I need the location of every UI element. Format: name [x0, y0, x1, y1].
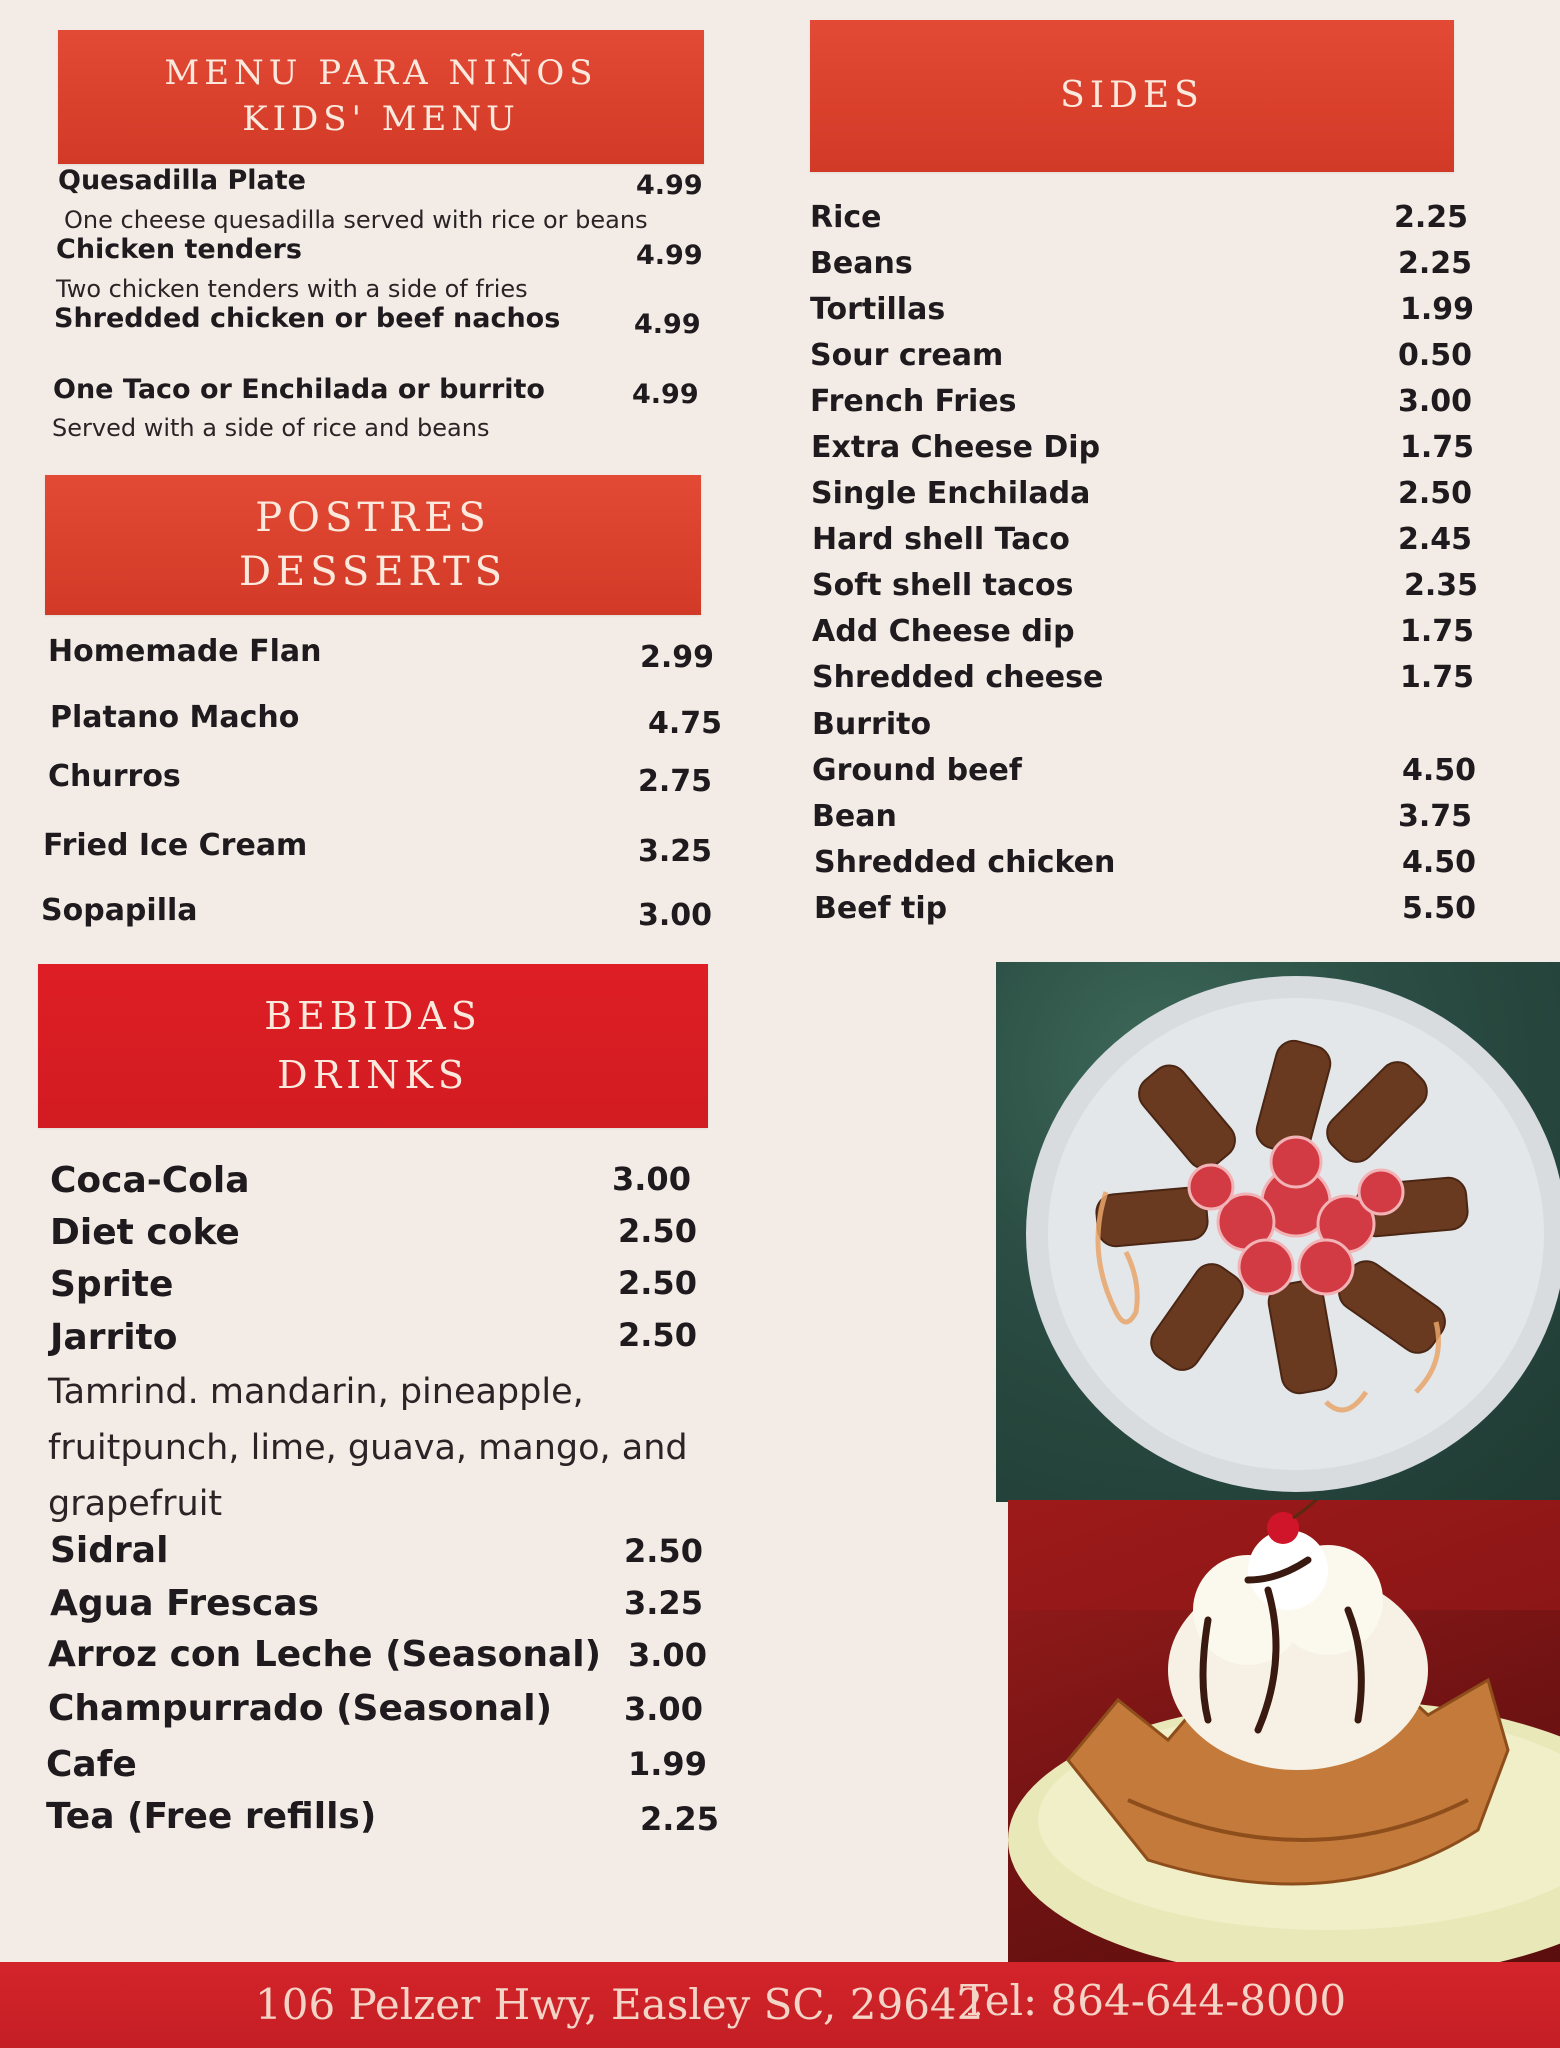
jarrito-flavors: Tamrind. mandarin, pineapple, fruitpunch, lime, guava, mango, and grapefruit [48, 1372, 688, 1524]
dessert-item-price: 2.75 [638, 764, 713, 799]
drink-item-price: 3.25 [624, 1584, 703, 1622]
drink-item-name: Diet coke [50, 1212, 240, 1253]
kids-menu-heading-en: KIDS' MENU [242, 99, 520, 139]
platano-macho-photo [996, 962, 1560, 1502]
side-item-price: 2.45 [1398, 522, 1473, 557]
drinks-heading-es: BEBIDAS [264, 993, 482, 1038]
side-item-name: Beans [810, 246, 913, 281]
kids-menu-banner [58, 30, 704, 164]
drink-item-name: Champurrado (Seasonal) [48, 1688, 553, 1729]
side-item-price: 2.25 [1398, 246, 1473, 281]
side-item-name: Hard shell Taco [812, 522, 1070, 557]
drink-item-name: Tea (Free refills) [46, 1796, 377, 1837]
drink-item-name: Arroz con Leche (Seasonal) [48, 1634, 602, 1675]
side-item-price: 2.25 [1394, 200, 1469, 235]
sides-heading: SIDES [1060, 74, 1204, 116]
side-item-name: Add Cheese dip [812, 614, 1075, 649]
side-item-price: 2.50 [1398, 476, 1473, 511]
fried-ice-cream-illustration [1008, 1500, 1560, 1970]
drink-item-price: 2.50 [618, 1212, 697, 1250]
side-item-name: Soft shell tacos [812, 568, 1074, 603]
drink-item-name: Jarrito [50, 1317, 178, 1358]
drinks-heading-en: DRINKS [277, 1053, 469, 1097]
dessert-item-name: Sopapilla [41, 893, 198, 928]
footer-address: 106 Pelzer Hwy, Easley SC, 29642 [255, 1980, 984, 2029]
kids-item-name: Quesadilla Plate [58, 165, 306, 196]
side-item-price: 1.75 [1400, 430, 1475, 465]
side-item-name: Ground beef [812, 753, 1022, 788]
drink-item-price: 3.00 [612, 1160, 691, 1198]
kids-item-desc: Two chicken tenders with a side of fries [56, 275, 528, 303]
side-item-price: 1.75 [1400, 660, 1475, 695]
kids-item-name: Chicken tenders [56, 234, 302, 265]
side-item-name: Rice [810, 200, 882, 235]
dessert-item-price: 4.75 [648, 706, 723, 741]
sides-banner [810, 20, 1454, 172]
drinks-banner [38, 964, 708, 1128]
side-item-name: French Fries [810, 384, 1017, 419]
side-item-price: 2.35 [1404, 568, 1479, 603]
dessert-item-price: 3.00 [638, 898, 713, 933]
kids-item-price: 4.99 [632, 379, 699, 410]
footer-phone: Tel: 864-644-8000 [960, 1976, 1347, 2025]
fried-ice-cream-photo [1008, 1500, 1560, 1970]
kids-item-name: One Taco or Enchilada or burrito [53, 374, 545, 405]
drink-item-name: Sprite [50, 1264, 174, 1305]
drink-item-price: 1.99 [628, 1745, 707, 1783]
side-item-name: Extra Cheese Dip [811, 430, 1101, 465]
dessert-item-name: Platano Macho [50, 700, 300, 735]
side-item-name: Tortillas [810, 292, 946, 327]
side-item-name: Shredded chicken [814, 845, 1116, 880]
side-item-name: Sour cream [810, 338, 1004, 373]
drink-item-name: Cafe [46, 1744, 137, 1785]
side-item-name: Shredded cheese [812, 660, 1104, 695]
drink-item-name: Agua Frescas [50, 1583, 320, 1624]
side-item-name: Single Enchilada [811, 476, 1091, 511]
kids-menu-heading-es: MENU PARA NIÑOS [164, 53, 598, 94]
side-item-price: 3.75 [1398, 799, 1473, 834]
drink-item-price: 2.25 [640, 1800, 719, 1838]
side-item-name: Beef tip [814, 891, 948, 926]
dessert-item-price: 2.99 [640, 640, 715, 675]
drink-item-price: 3.00 [624, 1690, 703, 1728]
side-item-price: 0.50 [1398, 338, 1473, 373]
drink-item-price: 2.50 [618, 1316, 697, 1354]
drink-item-name: Sidral [50, 1530, 169, 1571]
side-item-price: 3.00 [1398, 384, 1473, 419]
kids-item-name: Shredded chicken or beef nachos [54, 303, 561, 334]
side-item-name: Burrito [812, 707, 932, 742]
kids-item-price: 4.99 [636, 240, 703, 271]
drink-item-name: Coca-Cola [50, 1160, 250, 1201]
kids-item-desc: One cheese quesadilla served with rice or beans [64, 206, 648, 234]
drink-item-price: 2.50 [624, 1532, 703, 1570]
side-item-price: 4.50 [1402, 753, 1477, 788]
side-item-name: Bean [812, 799, 897, 834]
side-item-price: 1.75 [1400, 614, 1475, 649]
drink-item-price: 2.50 [618, 1264, 697, 1302]
dessert-item-name: Churros [48, 759, 181, 794]
kids-item-price: 4.99 [636, 170, 703, 201]
desserts-heading-en: DESSERTS [238, 549, 508, 595]
footer-bar [0, 1962, 1560, 2048]
dessert-item-name: Homemade Flan [48, 634, 322, 669]
side-item-price: 4.50 [1402, 845, 1477, 880]
side-item-price: 1.99 [1400, 292, 1475, 327]
dessert-item-name: Fried Ice Cream [43, 828, 308, 863]
kids-item-price: 4.99 [634, 309, 701, 340]
side-item-price: 5.50 [1402, 891, 1477, 926]
drink-item-price: 3.00 [628, 1636, 707, 1674]
dessert-item-price: 3.25 [638, 834, 713, 869]
kids-item-desc: Served with a side of rice and beans [52, 414, 490, 442]
platano-macho-illustration [996, 962, 1560, 1502]
desserts-banner [45, 475, 701, 615]
desserts-heading-es: POSTRES [255, 495, 491, 541]
